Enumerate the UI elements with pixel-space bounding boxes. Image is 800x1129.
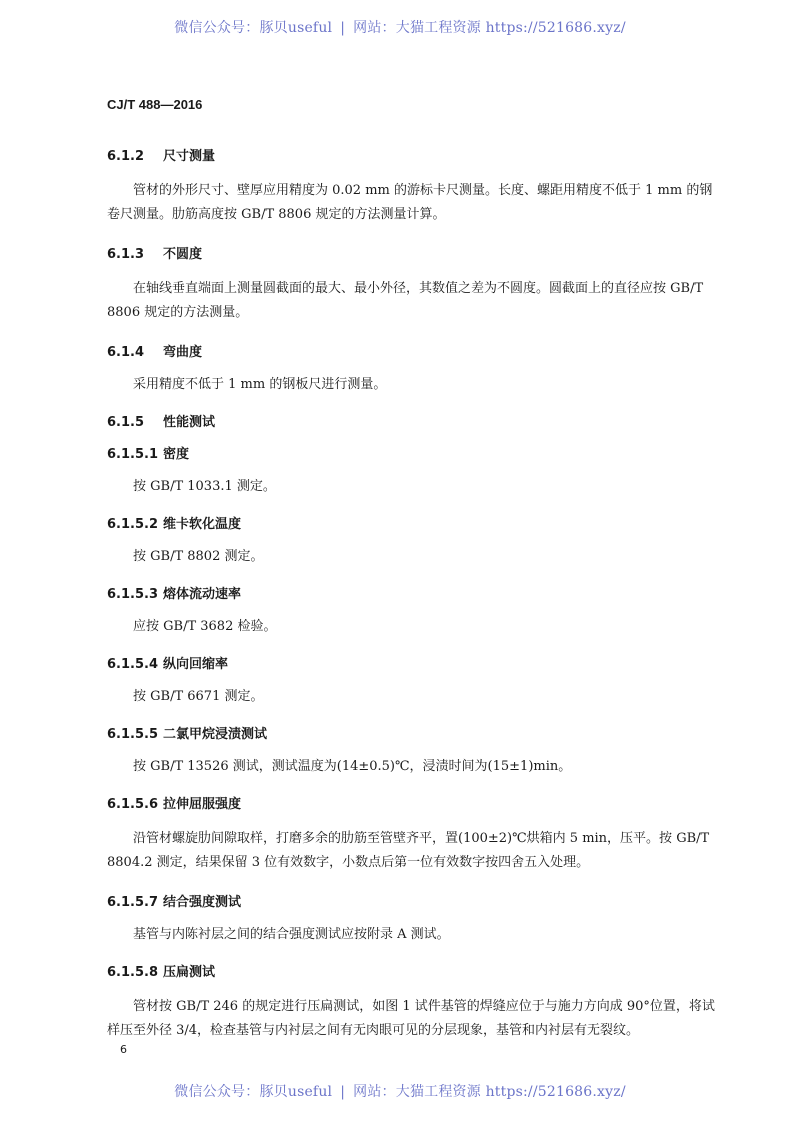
section-title: 二氯甲烷浸渍测试 bbox=[163, 727, 268, 742]
section-number: 6.1.5.8 bbox=[107, 965, 158, 980]
section-title: 尺寸测量 bbox=[163, 149, 216, 164]
section-title: 密度 bbox=[163, 447, 190, 462]
section-heading bbox=[107, 957, 725, 989]
section-paragraph: 按 GB/T 1033.1 测定。 bbox=[133, 479, 276, 494]
watermark-separator: | bbox=[340, 20, 346, 36]
section-number: 6.1.3 bbox=[107, 247, 145, 262]
section-paragraph: 在轴线垂直端面上测量圆截面的最大、最小外径，其数值之差为不圆度。圆截面上的直径应按 GB/T 8806 规定的方法测量。 bbox=[107, 281, 704, 320]
section-number: 6.1.2 bbox=[107, 149, 145, 164]
section-title: 维卡软化温度 bbox=[163, 517, 242, 532]
section-heading bbox=[107, 439, 725, 471]
page-number: 6 bbox=[120, 1043, 127, 1056]
document-body bbox=[107, 141, 725, 1055]
section-heading bbox=[107, 141, 725, 173]
section-heading bbox=[107, 887, 725, 919]
section-title: 熔体流动速率 bbox=[163, 587, 242, 602]
section-title: 拉伸屈服强度 bbox=[163, 797, 242, 812]
section-heading bbox=[107, 509, 725, 541]
section-title: 不圆度 bbox=[163, 247, 203, 262]
section-heading bbox=[107, 407, 725, 439]
watermark-account: 微信公众号：豚贝useful bbox=[174, 20, 333, 36]
section-number: 6.1.5.3 bbox=[107, 587, 158, 602]
section-heading bbox=[107, 649, 725, 681]
watermark-website: 网站：大猫工程资源 https://521686.xyz/ bbox=[353, 20, 626, 36]
section-paragraph: 管材的外形尺寸、壁厚应用精度为 0.02 mm 的游标卡尺测量。长度、螺距用精度不低于 1 mm 的钢卷尺测量。肋筋高度按 GB/T 8806 规定的方法测量计算。 bbox=[107, 183, 713, 222]
section-number: 6.1.5.2 bbox=[107, 517, 158, 532]
section-number: 6.1.5.4 bbox=[107, 657, 158, 672]
section-paragraph: 按 GB/T 6671 测定。 bbox=[133, 689, 264, 704]
section-number: 6.1.5 bbox=[107, 415, 145, 430]
watermark-top bbox=[0, 17, 800, 37]
document-code: CJ/T 488—2016 bbox=[107, 97, 203, 112]
section-title: 性能测试 bbox=[163, 415, 216, 430]
section-paragraph: 沿管材螺旋肋间隙取样，打磨多余的肋筋至管壁齐平，置(100±2)℃烘箱内 5 min，压平。按 GB/T 8804.2 测定，结果保留 3 位有效数字，小数点后第一位有效数字按四舍五入处理。 bbox=[107, 831, 710, 870]
section-number: 6.1.5.7 bbox=[107, 895, 158, 910]
section-number: 6.1.5.1 bbox=[107, 447, 158, 462]
watermark-bottom bbox=[0, 1081, 800, 1101]
section-number: 6.1.5.6 bbox=[107, 797, 158, 812]
section-paragraph: 采用精度不低于 1 mm 的钢板尺进行测量。 bbox=[133, 377, 387, 392]
section-title: 结合强度测试 bbox=[163, 895, 242, 910]
section-paragraph: 按 GB/T 8802 测定。 bbox=[133, 549, 264, 564]
watermark-website: 网站：大猫工程资源 https://521686.xyz/ bbox=[353, 1084, 626, 1100]
section-heading bbox=[107, 719, 725, 751]
section-heading bbox=[107, 789, 725, 821]
section-number: 6.1.5.5 bbox=[107, 727, 158, 742]
section-paragraph: 应按 GB/T 3682 检验。 bbox=[133, 619, 277, 634]
watermark-account: 微信公众号：豚贝useful bbox=[174, 1084, 333, 1100]
section-paragraph: 管材按 GB/T 246 的规定进行压扁测试，如图 1 试件基管的焊缝应位于与施力方向成 90°位置，将试样压至外径 3/4，检查基管与内衬层之间有无肉眼可见的分层现象，基管和内衬层有无裂纹。 bbox=[107, 999, 715, 1038]
section-number: 6.1.4 bbox=[107, 345, 145, 360]
section-title: 弯曲度 bbox=[163, 345, 203, 360]
watermark-separator: | bbox=[340, 1084, 346, 1100]
section-paragraph: 按 GB/T 13526 测试，测试温度为(14±0.5)℃，浸渍时间为(15±1)min。 bbox=[133, 759, 572, 774]
section-heading bbox=[107, 337, 725, 369]
section-title: 纵向回缩率 bbox=[163, 657, 229, 672]
section-heading bbox=[107, 239, 725, 271]
section-title: 压扁测试 bbox=[163, 965, 216, 980]
section-heading bbox=[107, 579, 725, 611]
section-paragraph: 基管与内陈衬层之间的结合强度测试应按附录 A 测试。 bbox=[133, 927, 450, 942]
